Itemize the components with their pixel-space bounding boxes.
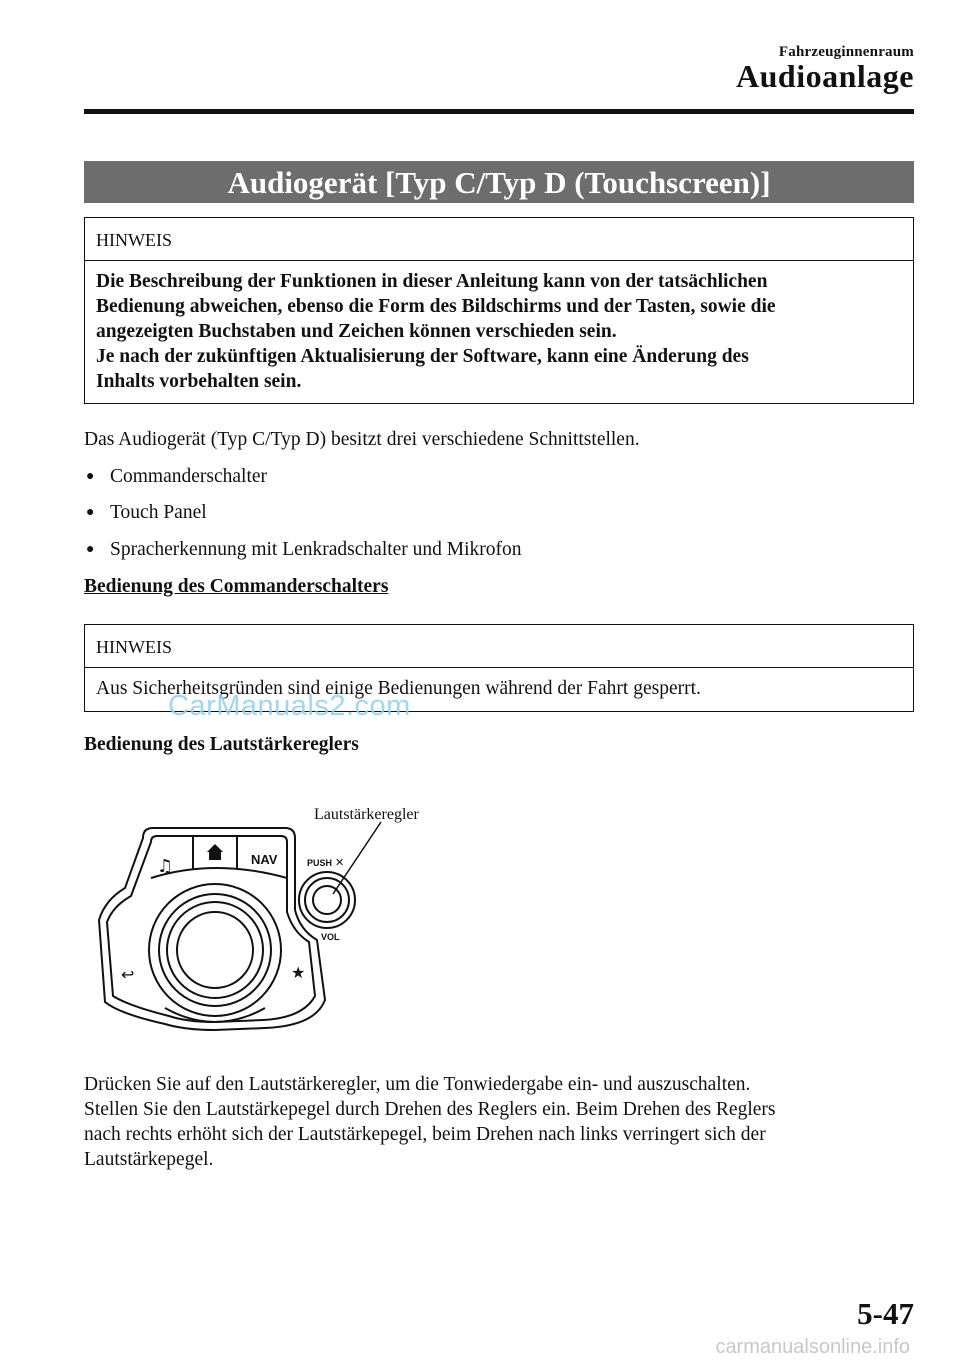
- note-heading: HINWEIS: [85, 625, 913, 668]
- callout-label: Lautstärkeregler: [314, 806, 419, 823]
- bullet-text: Touch Panel: [110, 502, 207, 523]
- note-body: Aus Sicherheitsgründen sind einige Bedienungen während der Fahrt gesperrt.: [96, 678, 701, 699]
- nav-label: NAV: [251, 852, 278, 867]
- body-line: Drücken Sie auf den Lautstärkeregler, um die Tonwiedergabe ein- und auszuschalten.: [84, 1074, 751, 1095]
- commander-switch-figure: [95, 800, 455, 1040]
- note-box-general: [84, 217, 914, 404]
- subheading-volume: Bedienung des Lautstärkereglers: [84, 734, 359, 755]
- note-line: Die Beschreibung der Funktionen in dieser Anleitung kann von der tatsächlichen: [96, 271, 768, 292]
- bullet-dot: ●: [86, 542, 95, 557]
- body-line: Stellen Sie den Lautstärkepegel durch Drehen des Reglers ein. Beim Drehen des Reglers: [84, 1099, 776, 1120]
- star-icon: ★: [291, 963, 306, 982]
- body-paragraph: [84, 1072, 914, 1172]
- footer-watermark: carmanualsonline.info: [715, 1336, 910, 1358]
- site-watermark: CarManuals2.com: [168, 690, 411, 722]
- music-icon: ♫: [157, 856, 174, 877]
- bullet-dot: ●: [86, 469, 95, 484]
- main-knob-ring: [149, 884, 281, 1016]
- body-line: Lautstärkepegel.: [84, 1149, 214, 1170]
- chapter-title: Fahrzeuginnenraum: [778, 44, 914, 60]
- vol-label: VOL: [321, 932, 340, 942]
- note-line: Je nach der zukünftigen Aktualisierung der Software, kann eine Änderung des: [96, 346, 749, 367]
- body-line: nach rechts erhöht sich der Lautstärkepegel, beim Drehen nach links verringert sich der: [84, 1124, 766, 1145]
- intro-paragraph: Das Audiogerät (Typ C/Typ D) besitzt drei verschiedene Schnittstellen.: [84, 429, 640, 450]
- note-line: angezeigten Buchstaben und Zeichen können verschieden sein.: [96, 321, 617, 342]
- note-line: Inhalts vorbehalten sein.: [96, 371, 302, 392]
- section-title-bar: Audiogerät [Typ C/Typ D (Touchscreen)]: [84, 161, 914, 203]
- note-heading: HINWEIS: [85, 218, 913, 261]
- bullet-text: Spracherkennung mit Lenkradschalter und Mikrofon: [110, 539, 522, 560]
- section-header: Audioanlage: [736, 58, 914, 94]
- bullet-item: [86, 500, 207, 525]
- volume-knob-ring: [299, 872, 355, 928]
- bullet-item: [86, 464, 267, 489]
- page-number: 5-47: [857, 1296, 914, 1331]
- volume-knob-inner: [313, 886, 341, 914]
- header-rule: [84, 109, 914, 114]
- push-label: PUSH: [307, 858, 333, 868]
- mute-icon: ✕: [335, 856, 345, 869]
- bullet-dot: ●: [86, 505, 95, 520]
- main-knob-mid: [167, 902, 263, 998]
- volume-knob-mid: [305, 878, 349, 922]
- note-line: Bedienung abweichen, ebenso die Form des Bildschirms und der Tasten, sowie die: [96, 296, 776, 317]
- subheading-commander: Bedienung des Commanderschalters: [84, 576, 389, 597]
- main-knob-outer: [159, 894, 271, 1006]
- switch-inner-outline: [107, 836, 315, 1022]
- home-icon: [207, 844, 223, 860]
- bullet-item: [86, 537, 522, 562]
- back-icon: ↩: [121, 965, 135, 984]
- note-body: [85, 261, 913, 394]
- bullet-text: Commanderschalter: [110, 466, 268, 487]
- main-knob-inner: [177, 912, 253, 988]
